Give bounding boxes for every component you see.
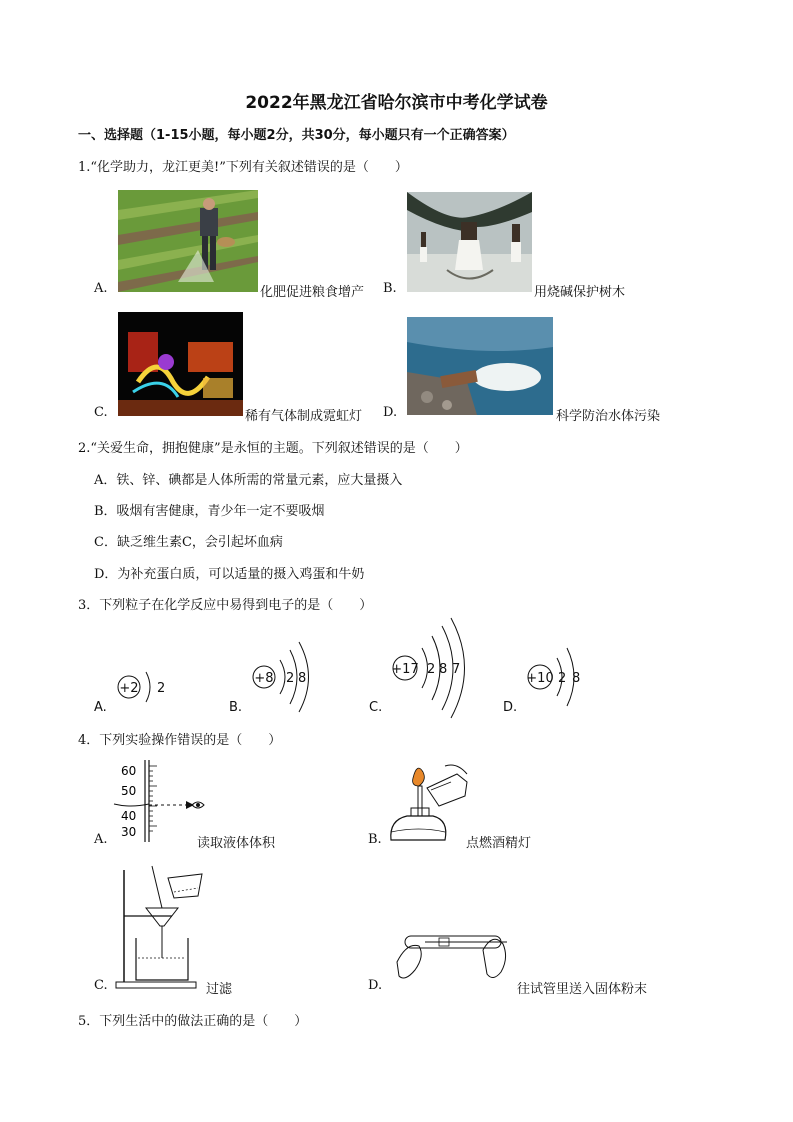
question-3-stem: 3．下列粒子在化学反应中易得到电子的是（ ） bbox=[78, 598, 373, 613]
cylinder-mark-60: 60 bbox=[121, 764, 137, 778]
q1-option-c-text: 稀有气体制成霓虹灯 bbox=[245, 409, 363, 424]
test-tube-powder-diagram bbox=[395, 922, 515, 988]
q3-option-c-letter: C. bbox=[369, 700, 383, 715]
q3-option-d-letter: D. bbox=[503, 700, 518, 715]
atomic-structure-diagrams bbox=[0, 610, 793, 720]
q4-option-c-text: 过滤 bbox=[206, 982, 233, 997]
q2-option-a: A．铁、锌、碘都是人体所需的常量元素，应大量摄入 bbox=[94, 473, 403, 488]
page-title: 2022年黑龙江省哈尔滨市中考化学试卷 bbox=[245, 93, 548, 113]
question-5-stem: 5．下列生活中的做法正确的是（ ） bbox=[78, 1014, 308, 1029]
q1-option-d-text: 科学防治水体污染 bbox=[556, 409, 661, 424]
q4-option-c-letter: C. bbox=[94, 978, 108, 993]
cylinder-mark-50: 50 bbox=[121, 784, 137, 798]
q1-option-c-letter: C. bbox=[94, 405, 108, 420]
q4-option-a-letter: A. bbox=[94, 832, 108, 847]
q4-option-b-text: 点燃酒精灯 bbox=[466, 836, 532, 851]
q4-option-a-text: 读取液体体积 bbox=[197, 836, 276, 851]
q4-option-b-letter: B. bbox=[368, 832, 382, 847]
shell-d-2: 8 bbox=[572, 671, 581, 686]
shell-a-1: 2 bbox=[157, 681, 166, 696]
filtration-apparatus-diagram bbox=[112, 862, 212, 992]
nucleus-a: +2 bbox=[119, 681, 139, 696]
atom-diagram-a bbox=[118, 672, 165, 702]
q1-option-a-letter: A. bbox=[94, 281, 108, 296]
whitewashed-trees-image bbox=[407, 192, 532, 292]
question-2-stem: 2.“关爱生命，拥抱健康”是永恒的主题。下列叙述错误的是（ ） bbox=[78, 441, 468, 456]
section-heading: 一、选择题（1-15小题，每小题2分，共30分，每小题只有一个正确答案） bbox=[78, 128, 515, 143]
question-1-stem: 1.“化学助力，龙江更美!”下列有关叙述错误的是（ ） bbox=[78, 160, 408, 175]
q1-option-a-text: 化肥促进粮食增产 bbox=[260, 285, 365, 300]
cylinder-mark-40: 40 bbox=[121, 809, 137, 823]
shell-c-1: 2 bbox=[427, 662, 436, 677]
q1-option-d-letter: D. bbox=[383, 405, 398, 420]
atom-diagram-b bbox=[253, 642, 309, 712]
question-4-stem: 4．下列实验操作错误的是（ ） bbox=[78, 733, 282, 748]
q3-option-b-letter: B. bbox=[229, 700, 243, 715]
shell-d-1: 2 bbox=[558, 671, 567, 686]
neon-lights-image bbox=[118, 312, 243, 416]
q3-option-a-letter: A. bbox=[94, 700, 107, 715]
q2-option-d: D．为补充蛋白质，可以适量的摄入鸡蛋和牛奶 bbox=[94, 567, 365, 582]
q1-option-b-letter: B. bbox=[383, 281, 397, 296]
q1-option-b-text: 用烧碱保护树木 bbox=[534, 285, 626, 300]
nucleus-d: +10 bbox=[526, 671, 554, 686]
nucleus-c: +17 bbox=[391, 662, 419, 677]
shell-c-2: 8 bbox=[439, 662, 448, 677]
shell-b-1: 2 bbox=[286, 671, 295, 686]
shell-b-2: 8 bbox=[298, 671, 307, 686]
shell-c-3: 7 bbox=[452, 662, 461, 677]
q4-option-d-text: 往试管里送入固体粉末 bbox=[517, 982, 648, 997]
q4-option-d-letter: D. bbox=[368, 978, 383, 993]
atom-diagram-d bbox=[526, 648, 580, 706]
water-pollution-image bbox=[407, 317, 553, 415]
atom-diagram-c bbox=[391, 618, 464, 718]
farmer-field-image bbox=[118, 190, 258, 292]
alcohol-lamp-lighting-diagram bbox=[385, 760, 475, 856]
q2-option-c: C．缺乏维生素C，会引起坏血病 bbox=[94, 535, 283, 550]
cylinder-mark-30: 30 bbox=[121, 825, 137, 839]
q2-option-b: B．吸烟有害健康，青少年一定不要吸烟 bbox=[94, 504, 325, 519]
nucleus-b: +8 bbox=[254, 671, 274, 686]
